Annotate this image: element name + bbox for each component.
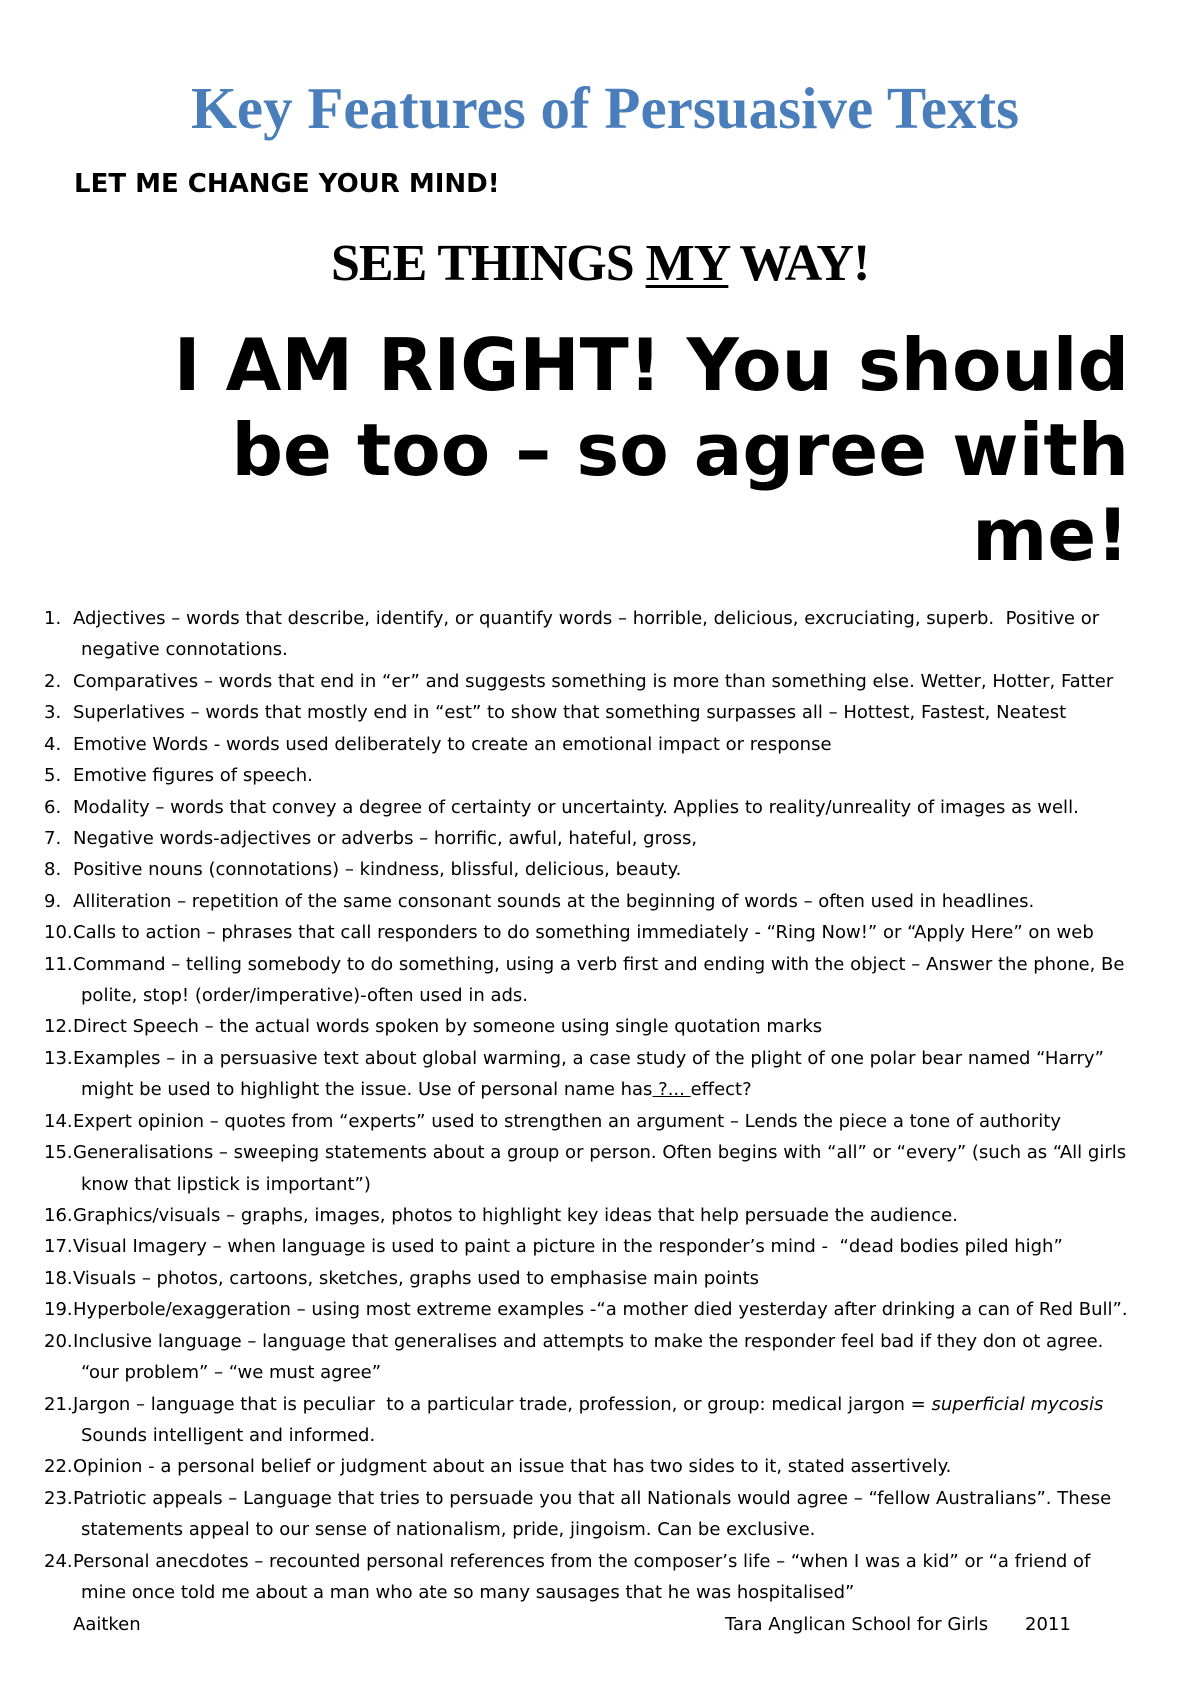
feature-text-plain: Positive nouns (connotations) – kindness, blissful, delicious, beauty. xyxy=(73,859,682,881)
feature-line xyxy=(0,1420,1200,1451)
feature-item xyxy=(0,917,1200,948)
feature-text xyxy=(73,729,832,760)
footer-year: 2011 xyxy=(1025,1614,1071,1635)
feature-line xyxy=(0,792,1200,823)
feature-text xyxy=(81,1420,375,1451)
feature-line xyxy=(0,1483,1200,1514)
feature-item xyxy=(0,1483,1200,1546)
feature-item xyxy=(0,603,1200,666)
feature-item xyxy=(0,1106,1200,1137)
feature-text xyxy=(81,1169,371,1200)
feature-number: 10. xyxy=(44,922,73,944)
feature-item xyxy=(0,760,1200,791)
feature-text xyxy=(73,1200,958,1231)
feature-line xyxy=(0,1357,1200,1388)
feature-number: 12. xyxy=(44,1016,73,1038)
feature-number: 4. xyxy=(44,733,62,755)
feature-text-plain: Comparatives – words that end in “er” and suggests something is more than something else. Wetter, Hotter, Fatter xyxy=(73,670,1114,692)
feature-line xyxy=(0,917,1200,948)
feature-text xyxy=(73,854,681,885)
feature-text-underline: ?... xyxy=(652,1079,691,1101)
feature-line xyxy=(0,1106,1200,1137)
feature-line xyxy=(0,823,1200,854)
feature-number: 21. xyxy=(44,1393,73,1415)
feature-text-plain: Direct Speech – the actual words spoken by someone using single quotation marks xyxy=(73,1016,823,1038)
feature-text xyxy=(73,886,1034,917)
feature-item xyxy=(0,792,1200,823)
feature-number: 15. xyxy=(44,1142,73,1164)
feature-line xyxy=(0,1231,1200,1262)
feature-line xyxy=(0,886,1200,917)
feature-text-plain: might be used to highlight the issue. Use of personal name has xyxy=(81,1079,653,1101)
feature-item xyxy=(0,1263,1200,1294)
feature-line xyxy=(0,854,1200,885)
feature-text xyxy=(81,634,288,665)
feature-text xyxy=(73,1483,1111,1514)
subtitle: LET ME CHANGE YOUR MIND! xyxy=(74,169,500,199)
feature-number: 5. xyxy=(44,765,62,787)
slogan xyxy=(331,235,870,292)
feature-line xyxy=(0,980,1200,1011)
feature-text xyxy=(73,697,1066,728)
feature-text-plain: statements appeal to our sense of nationalism, pride, jingoism. Can be exclusive. xyxy=(81,1519,816,1541)
feature-text-plain: Opinion - a personal belief or judgment about an issue that has two sides to it, stated assertively. xyxy=(73,1456,952,1478)
feature-text xyxy=(81,980,528,1011)
feature-line xyxy=(0,729,1200,760)
feature-text-plain: Command – telling somebody to do something, using a verb first and ending with the object – Answer the phone, Be xyxy=(73,953,1125,975)
feature-text-plain: Visual Imagery – when language is used to paint a picture in the responder’s mind - “dead bodies piled high” xyxy=(73,1236,1063,1258)
feature-number: 16. xyxy=(44,1205,73,1227)
feature-text xyxy=(73,1263,759,1294)
slogan-start: SEE THINGS xyxy=(331,235,646,292)
feature-text-plain: mine once told me about a man who ate so many sausages that he was hospitalised” xyxy=(81,1582,855,1604)
feature-line xyxy=(0,634,1200,665)
feature-line xyxy=(0,1263,1200,1294)
feature-text-plain: Jargon – language that is peculiar to a particular trade, profession, or group: medical jargon = xyxy=(73,1393,932,1415)
feature-text-plain: Modality – words that convey a degree of certainty or uncertainty. Applies to reality/unreality of images as well. xyxy=(73,796,1079,818)
feature-text-plain: Graphics/visuals – graphs, images, photos to highlight key ideas that help persuade the audience. xyxy=(73,1205,958,1227)
feature-text xyxy=(73,1546,1090,1577)
feature-text xyxy=(81,1074,752,1105)
feature-text-plain: Adjectives – words that describe, identify, or quantify words – horrible, delicious, excruciating, superb. Positive or xyxy=(73,608,1100,629)
headline-line: I AM RIGHT! You should xyxy=(173,323,1129,407)
feature-line xyxy=(0,760,1200,791)
feature-item xyxy=(0,1546,1200,1609)
feature-text xyxy=(73,1294,1128,1325)
feature-item xyxy=(0,729,1200,760)
feature-text xyxy=(81,1514,815,1545)
feature-item xyxy=(0,1451,1200,1482)
feature-text-plain: know that lipstick is important”) xyxy=(81,1173,371,1195)
feature-item xyxy=(0,1043,1200,1106)
feature-text-plain: effect? xyxy=(690,1079,752,1101)
feature-number: 13. xyxy=(44,1047,73,1069)
feature-number: 24. xyxy=(44,1550,73,1572)
feature-line xyxy=(0,949,1200,980)
feature-item xyxy=(0,1137,1200,1200)
feature-text-italic: superficial mycosis xyxy=(931,1393,1104,1415)
feature-item xyxy=(0,1200,1200,1231)
feature-line xyxy=(0,1451,1200,1482)
feature-text-plain: Expert opinion – quotes from “experts” used to strengthen an argument – Lends the piece a tone of authority xyxy=(73,1110,1061,1132)
feature-item xyxy=(0,823,1200,854)
feature-line xyxy=(0,1137,1200,1168)
feature-text xyxy=(73,1106,1061,1137)
feature-number: 23. xyxy=(44,1487,73,1509)
feature-line xyxy=(0,1294,1200,1325)
slogan-end: WAY! xyxy=(728,235,870,292)
feature-text-plain: negative connotations. xyxy=(81,639,288,661)
feature-text xyxy=(73,666,1113,697)
feature-item xyxy=(0,1389,1200,1452)
feature-text-plain: Examples – in a persuasive text about global warming, a case study of the plight of one polar bear named “Harry” xyxy=(73,1047,1104,1069)
feature-text-plain: Alliteration – repetition of the same consonant sounds at the beginning of words – often used in headlines. xyxy=(73,890,1035,912)
feature-text xyxy=(73,1326,1103,1357)
feature-text xyxy=(73,1451,951,1482)
feature-text-plain: Superlatives – words that mostly end in “est” to show that something surpasses all – Hottest, Fastest, Neatest xyxy=(73,702,1067,724)
feature-text-plain: Emotive figures of speech. xyxy=(73,765,313,787)
feature-text-plain: Emotive Words - words used deliberately to create an emotional impact or response xyxy=(73,733,832,755)
feature-number: 8. xyxy=(44,859,62,881)
feature-item xyxy=(0,854,1200,885)
feature-text xyxy=(73,1389,1103,1420)
feature-number: 6. xyxy=(44,796,62,818)
feature-text-plain: Inclusive language – language that generalises and attempts to make the responder feel bad if they don ot agree. xyxy=(73,1330,1104,1352)
feature-text-plain: Generalisations – sweeping statements about a group or person. Often begins with “all” or “every” (such as “All girls xyxy=(73,1142,1127,1164)
feature-number: 9. xyxy=(44,890,62,912)
headline xyxy=(174,323,1129,578)
feature-line xyxy=(0,1546,1200,1577)
feature-number: 1. xyxy=(44,608,62,629)
feature-text-plain: Hyperbole/exaggeration – using most extreme examples -“a mother died yesterday after drinking a can of Red Bull”. xyxy=(73,1299,1128,1321)
footer-author: Aaitken xyxy=(73,1614,141,1635)
slogan-emphasis: MY xyxy=(645,235,729,292)
feature-line xyxy=(0,1200,1200,1231)
feature-item xyxy=(0,1011,1200,1042)
footer-school: Tara Anglican School for Girls xyxy=(725,1614,989,1635)
headline-line: me! xyxy=(972,493,1129,577)
feature-line xyxy=(0,1326,1200,1357)
feature-item xyxy=(0,949,1200,1012)
feature-line xyxy=(0,1043,1200,1074)
feature-number: 11. xyxy=(44,953,73,975)
feature-text xyxy=(73,603,1099,634)
feature-text xyxy=(73,823,697,854)
feature-item xyxy=(0,697,1200,728)
feature-list xyxy=(0,603,1200,1609)
feature-number: 18. xyxy=(44,1267,73,1289)
feature-line xyxy=(0,603,1200,634)
feature-text xyxy=(73,1231,1063,1262)
feature-number: 7. xyxy=(44,827,62,849)
page-title: Key Features of Persuasive Texts xyxy=(191,75,1020,141)
feature-number: 2. xyxy=(44,670,62,692)
feature-number: 3. xyxy=(44,702,62,724)
feature-text xyxy=(81,1577,854,1608)
feature-item xyxy=(0,1326,1200,1389)
feature-item xyxy=(0,886,1200,917)
feature-number: 19. xyxy=(44,1299,73,1321)
feature-item xyxy=(0,1231,1200,1262)
feature-number: 20. xyxy=(44,1330,73,1352)
feature-text xyxy=(73,1043,1104,1074)
feature-number: 17. xyxy=(44,1236,73,1258)
feature-text-plain: Visuals – photos, cartoons, sketches, graphs used to emphasise main points xyxy=(73,1267,760,1289)
feature-text xyxy=(73,792,1079,823)
feature-line xyxy=(0,666,1200,697)
feature-text xyxy=(73,917,1094,948)
feature-text xyxy=(73,949,1124,980)
feature-text xyxy=(73,1011,822,1042)
headline-line: be too – so agree with xyxy=(231,408,1129,492)
feature-text xyxy=(73,1137,1126,1168)
feature-text-plain: Personal anecdotes – recounted personal references from the composer’s life – “when I was a kid” or “a friend of xyxy=(73,1550,1091,1572)
feature-line xyxy=(0,1577,1200,1608)
feature-line xyxy=(0,1389,1200,1420)
feature-text-plain: Sounds intelligent and informed. xyxy=(81,1424,376,1446)
feature-text xyxy=(73,760,313,791)
feature-text-plain: Patriotic appeals – Language that tries to persuade you that all Nationals would agree – “fellow Australians”. These xyxy=(73,1487,1112,1509)
feature-number: 22. xyxy=(44,1456,73,1478)
feature-text-plain: Calls to action – phrases that call responders to do something immediately - “Ring Now!” or “Apply Here” on web xyxy=(73,922,1094,944)
feature-text-plain: Negative words-adjectives or adverbs – horrific, awful, hateful, gross, xyxy=(73,827,698,849)
feature-line xyxy=(0,1011,1200,1042)
feature-text-plain: “our problem” – “we must agree” xyxy=(81,1362,382,1384)
feature-text xyxy=(81,1357,381,1388)
feature-line xyxy=(0,697,1200,728)
feature-number: 14. xyxy=(44,1110,73,1132)
feature-line xyxy=(0,1514,1200,1545)
feature-line xyxy=(0,1074,1200,1105)
footer xyxy=(0,1609,1200,1640)
feature-line xyxy=(0,1169,1200,1200)
feature-text-plain: polite, stop! (order/imperative)-often used in ads. xyxy=(81,985,529,1007)
feature-item xyxy=(0,666,1200,697)
feature-item xyxy=(0,1294,1200,1325)
